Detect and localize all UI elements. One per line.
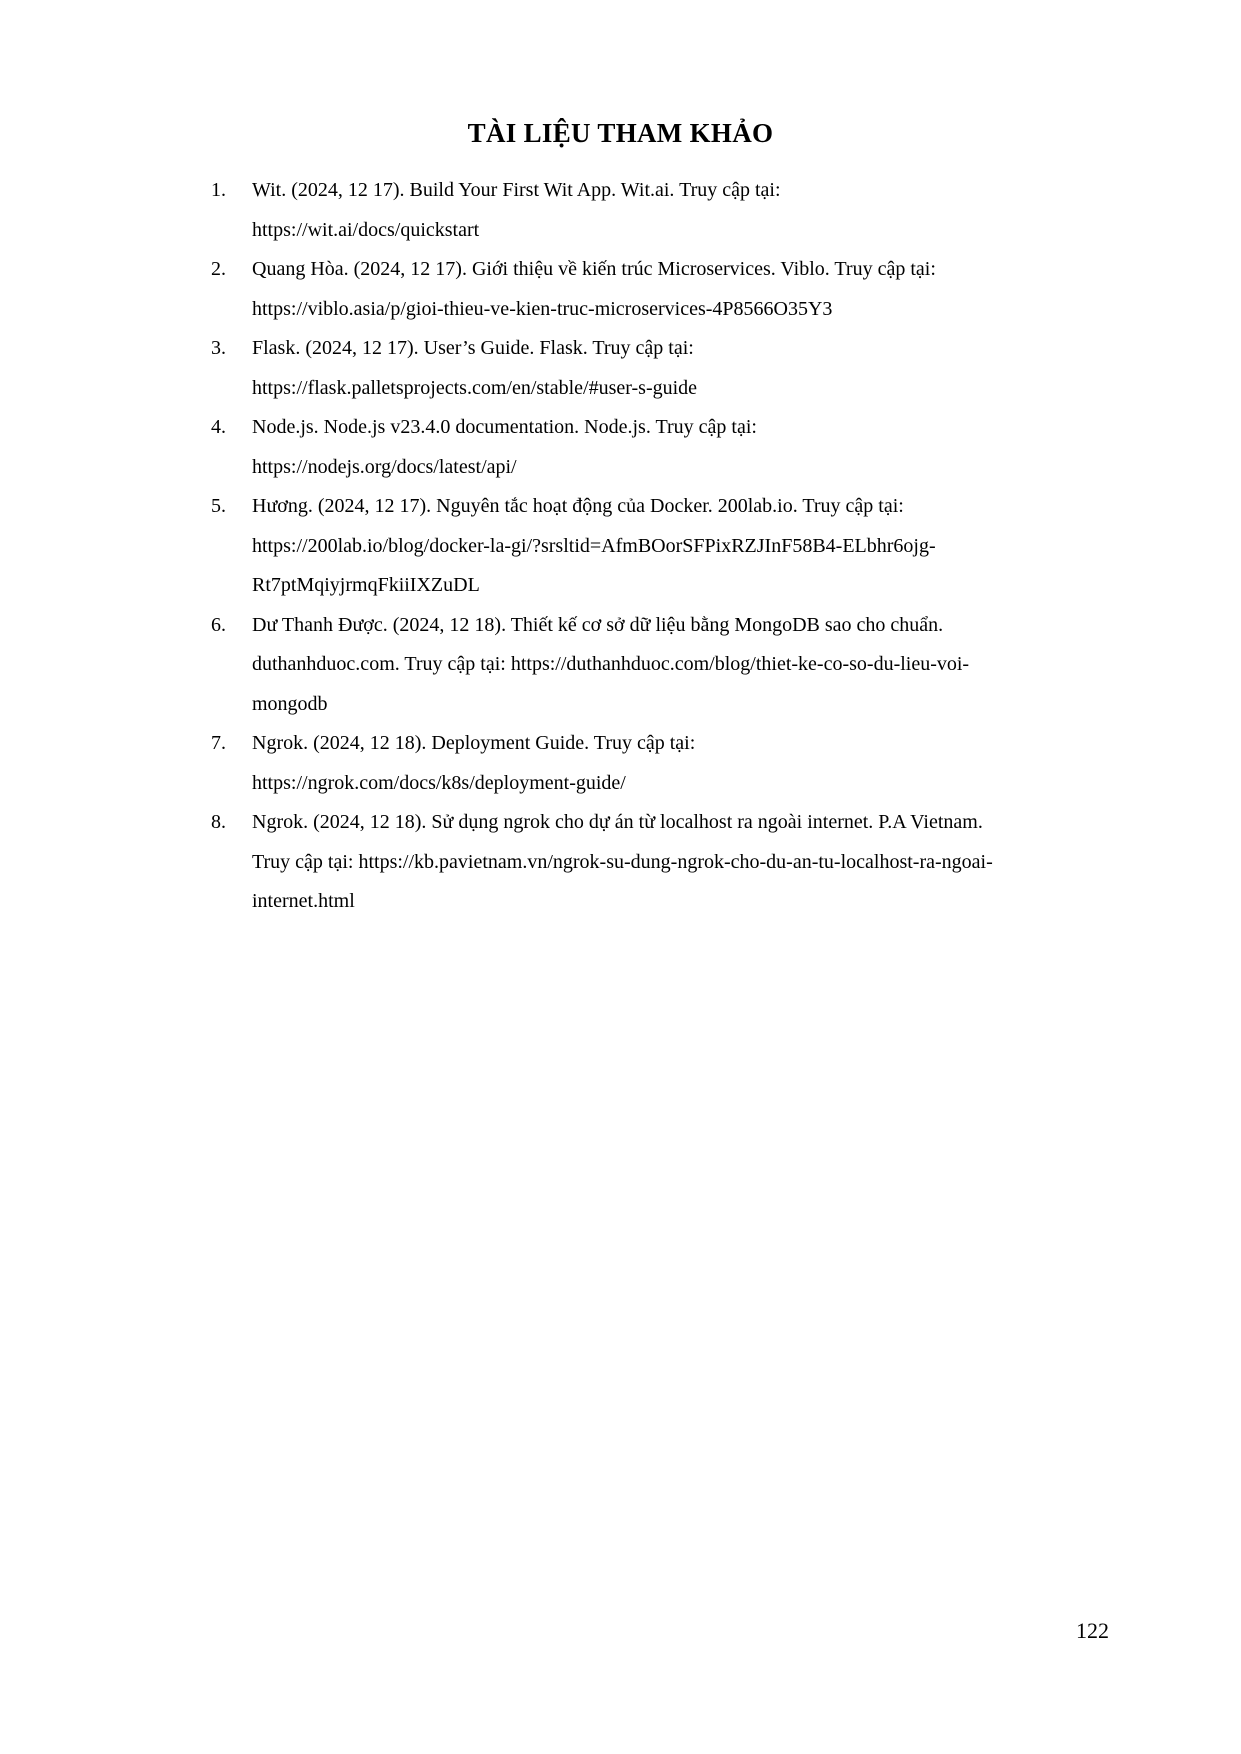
reference-text xyxy=(252,724,1111,803)
reference-text xyxy=(252,487,1111,606)
reference-line: Quang Hòa. (2024, 12 17). Giới thiệu về kiến trúc Microservices. Viblo. Truy cập tại: xyxy=(252,258,936,280)
reference-item xyxy=(211,487,1111,606)
reference-text xyxy=(252,250,1111,329)
reference-line: Rt7ptMqiyjrmqFkiiIXZuDL xyxy=(252,574,480,596)
reference-line: https://wit.ai/docs/quickstart xyxy=(252,218,480,241)
reference-line: https://200lab.io/blog/docker-la-gi/?srsltid=AfmBOorSFPixRZJInF58B4-ELbhr6ojg- xyxy=(252,534,936,557)
reference-item xyxy=(211,606,1111,725)
reference-number: 5. xyxy=(211,495,226,517)
reference-line: https://flask.palletsprojects.com/en/stable/#user-s-guide xyxy=(252,376,698,399)
reference-line: mongodb xyxy=(252,692,328,715)
reference-number: 2. xyxy=(211,258,226,280)
reference-number: 6. xyxy=(211,613,226,636)
reference-text xyxy=(252,171,1111,250)
reference-number: 3. xyxy=(211,337,226,359)
reference-text xyxy=(252,408,1111,487)
page-number: 122 xyxy=(1076,1618,1109,1643)
reference-line: internet.html xyxy=(252,890,355,912)
reference-line: Ngrok. (2024, 12 18). Sử dụng ngrok cho dự án từ localhost ra ngoài internet. P.A Vietnam. xyxy=(252,811,983,833)
reference-line: https://ngrok.com/docs/k8s/deployment-guide/ xyxy=(252,771,626,794)
reference-line: Flask. (2024, 12 17). User’s Guide. Flask. Truy cập tại: xyxy=(252,337,694,359)
reference-text xyxy=(252,803,1111,922)
reference-line: Dư Thanh Được. (2024, 12 18). Thiết kế cơ sở dữ liệu bằng MongoDB sao cho chuẩn. xyxy=(252,613,944,636)
reference-item xyxy=(211,329,1111,408)
reference-line: Truy cập tại: https://kb.pavietnam.vn/ngrok-su-dung-ngrok-cho-du-an-tu-localhost-ra-ngoai- xyxy=(252,850,993,873)
reference-item xyxy=(211,408,1111,487)
reference-line: Node.js. Node.js v23.4.0 documentation. Node.js. Truy cập tại: xyxy=(252,416,757,438)
reference-line: https://viblo.asia/p/gioi-thieu-ve-kien-truc-microservices-4P8566O35Y3 xyxy=(252,297,833,320)
reference-line: duthanhduoc.com. Truy cập tại: https://duthanhduoc.com/blog/thiet-ke-co-so-du-lieu-voi- xyxy=(252,653,970,675)
reference-item xyxy=(211,803,1111,922)
reference-text xyxy=(252,329,1111,408)
page-title: TÀI LIỆU THAM KHẢO xyxy=(467,118,774,148)
reference-number: 8. xyxy=(211,811,226,833)
reference-number: 7. xyxy=(211,732,226,754)
reference-line: https://nodejs.org/docs/latest/api/ xyxy=(252,455,517,478)
reference-text xyxy=(252,606,1111,725)
reference-item xyxy=(211,250,1111,329)
reference-line: Ngrok. (2024, 12 18). Deployment Guide. Truy cập tại: xyxy=(252,732,696,754)
reference-number: 1. xyxy=(211,179,226,201)
reference-list xyxy=(211,171,1111,922)
reference-number: 4. xyxy=(211,416,226,438)
reference-item xyxy=(211,724,1111,803)
reference-item xyxy=(211,171,1111,250)
reference-line: Hương. (2024, 12 17). Nguyên tắc hoạt động của Docker. 200lab.io. Truy cập tại: xyxy=(252,495,904,517)
reference-line: Wit. (2024, 12 17). Build Your First Wit App. Wit.ai. Truy cập tại: xyxy=(252,179,781,201)
